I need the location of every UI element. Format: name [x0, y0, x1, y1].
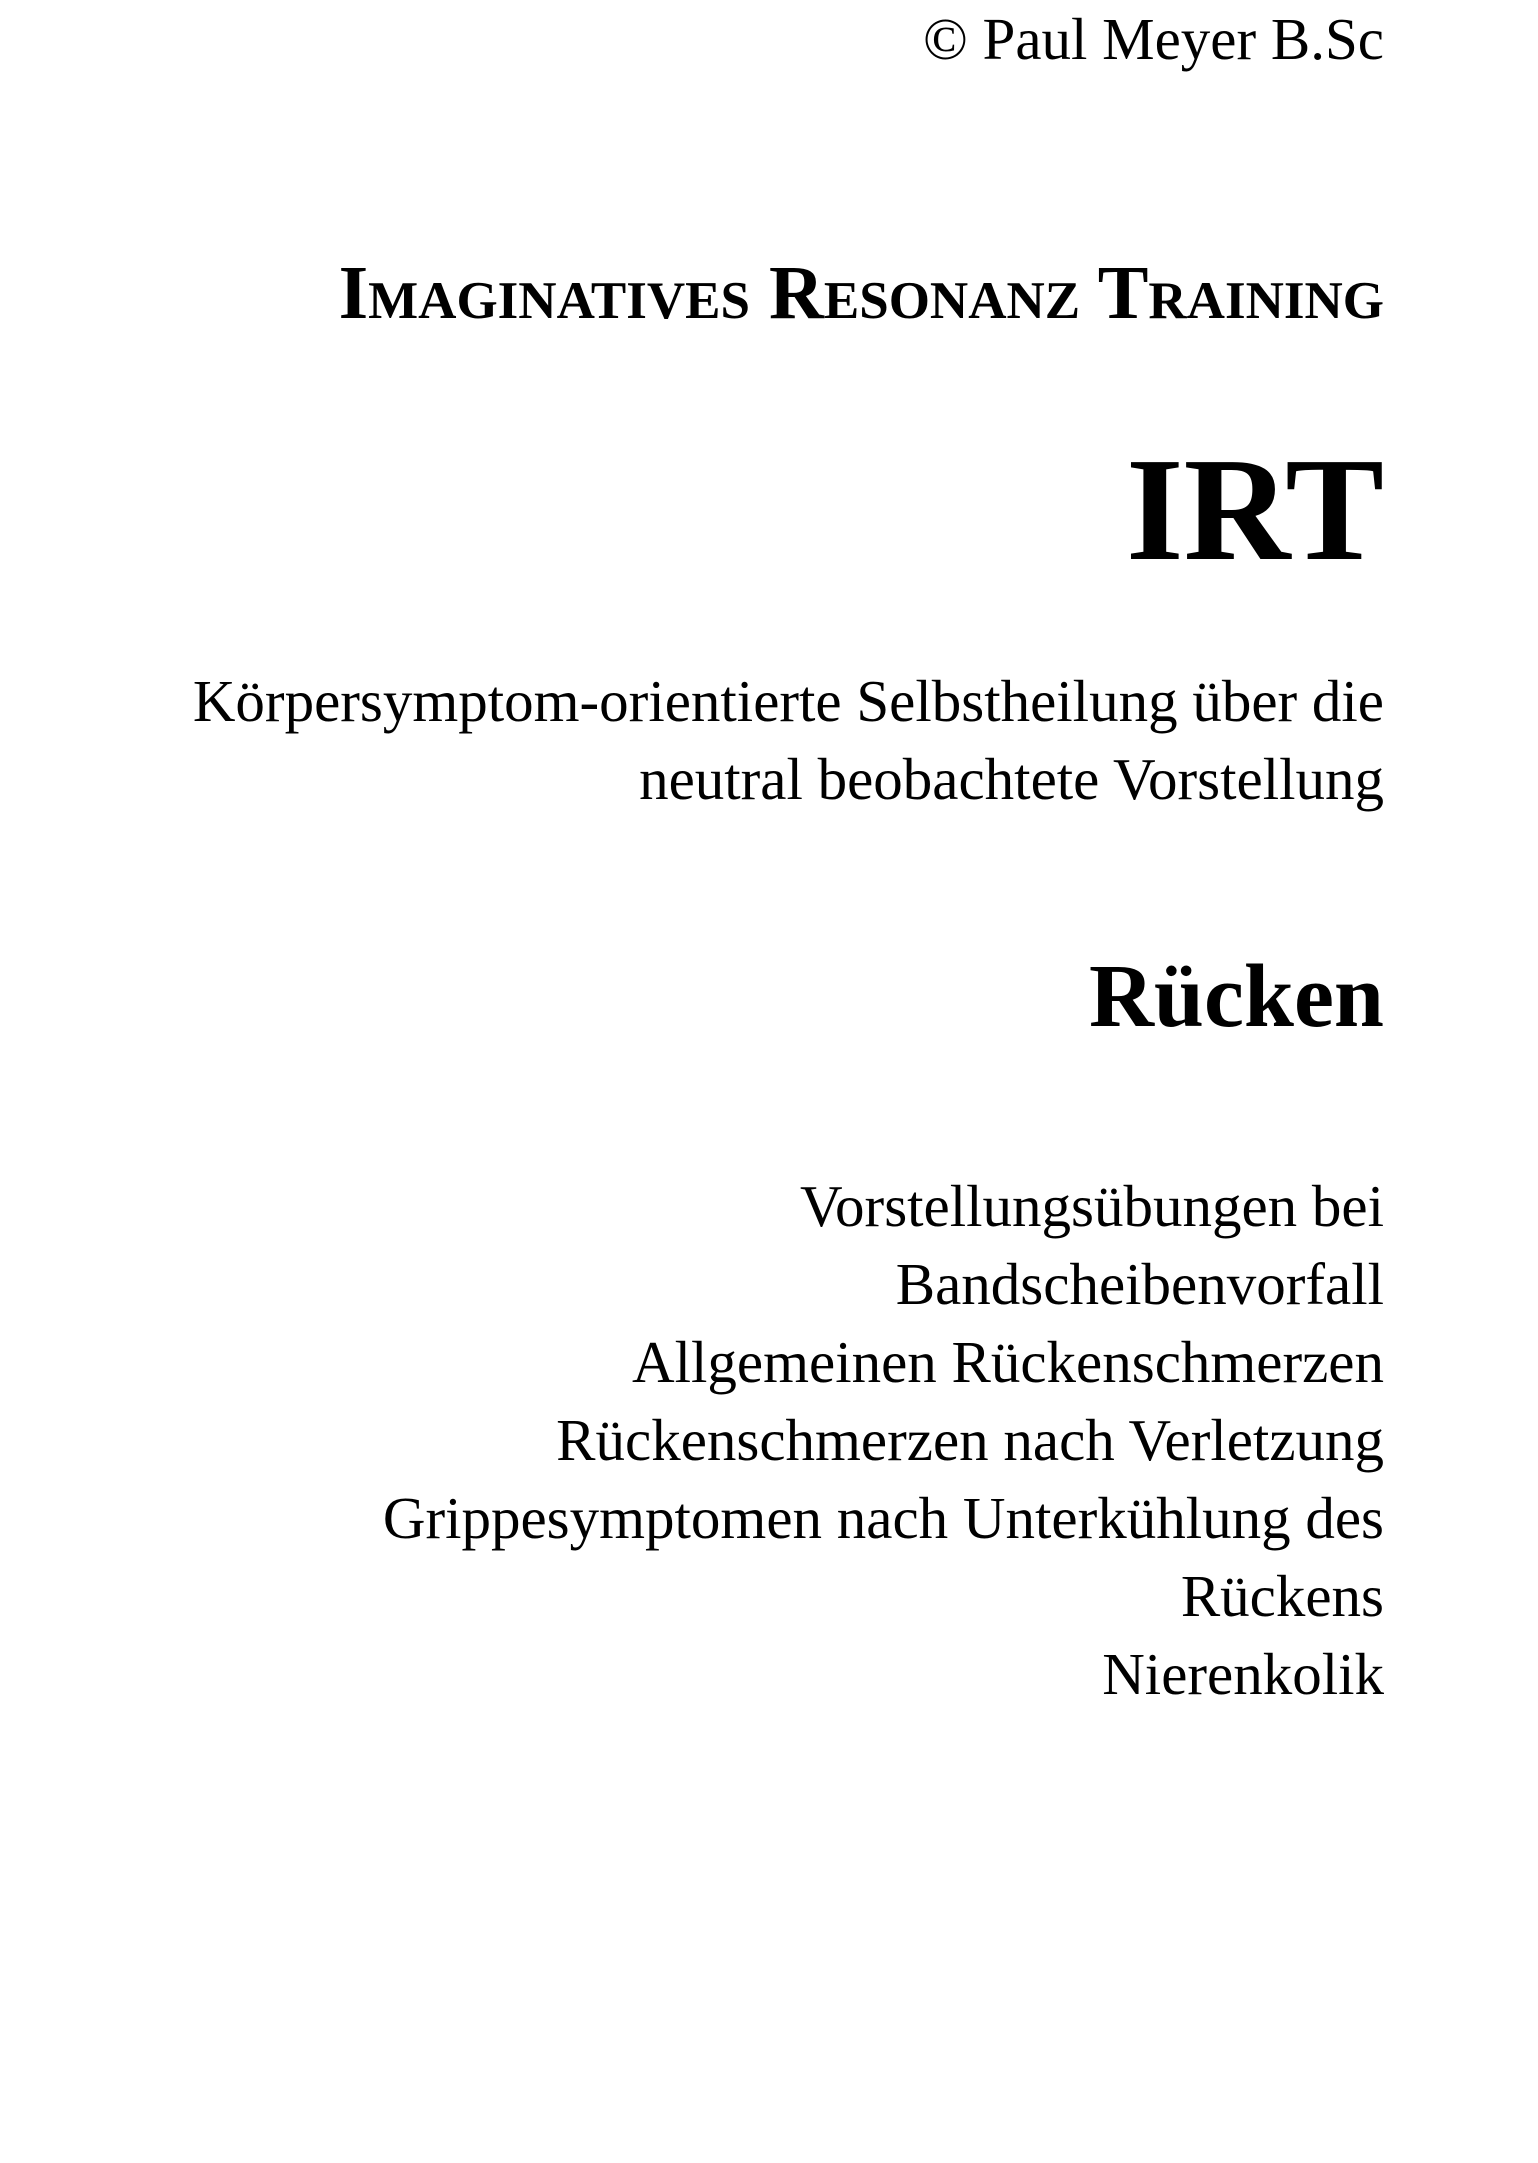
topic-heading: Rücken	[1088, 947, 1384, 1046]
acronym-title: IRT	[1126, 428, 1384, 592]
subtitle-line: neutral beobachtete Vorstellung	[639, 746, 1384, 812]
exercise-item: Rückenschmerzen nach Verletzung	[556, 1407, 1384, 1473]
subtitle-line: Körpersymptom-orientierte Selbstheilung über die	[192, 668, 1384, 734]
exercise-item: Rückens	[1180, 1563, 1384, 1629]
exercise-item: Grippesymptomen nach Unterkühlung des	[382, 1485, 1384, 1551]
copyright-notice: © Paul Meyer B.Sc	[922, 6, 1384, 72]
series-title: Imaginatives Resonanz Training	[338, 251, 1384, 335]
exercise-item: Nierenkolik	[1102, 1641, 1384, 1707]
exercise-item: Allgemeinen Rückenschmerzen	[632, 1329, 1384, 1395]
exercise-list-intro: Vorstellungsübungen bei	[800, 1173, 1384, 1239]
exercise-list	[383, 1167, 1384, 1713]
subtitle	[193, 662, 1384, 818]
exercise-item: Bandscheibenvorfall	[895, 1251, 1384, 1317]
